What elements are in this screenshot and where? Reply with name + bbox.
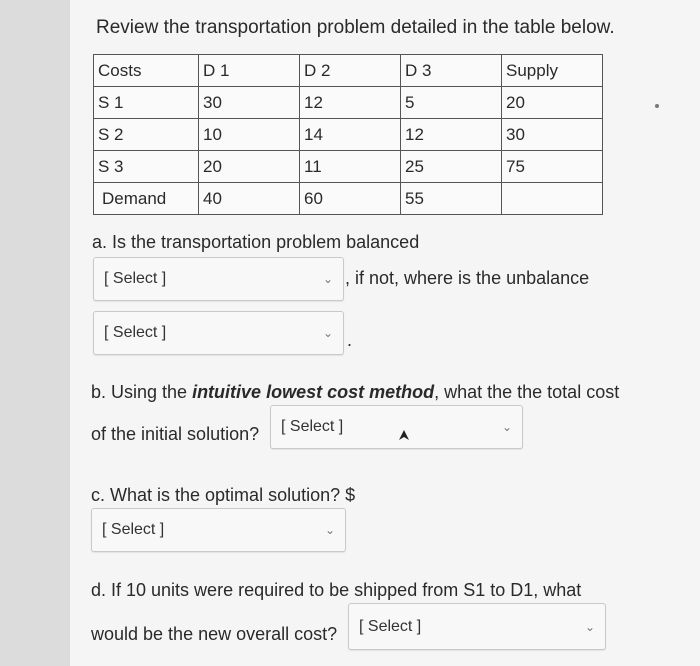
table-cell: 20 [199,151,300,183]
table-cell: S 2 [94,119,199,151]
question-a-text: a. Is the transportation problem balanced [92,232,420,252]
chevron-down-icon: ⌄ [584,619,595,634]
table-cell: D 1 [199,55,300,87]
table-cell: 12 [300,87,401,119]
question-b-suffix: , what the the total cost [434,382,620,402]
question-b-prefix: b. Using the [91,382,193,402]
table-cell: 30 [199,87,300,119]
intro-text: Review the transportation problem detailed in the table below. [96,17,615,38]
question-a-select-1[interactable] [93,257,344,301]
table-cell: 55 [401,183,502,215]
table-cell: 40 [199,183,300,215]
chevron-down-icon: ⌄ [501,420,512,434]
stray-dot [655,104,659,108]
question-a-select-2[interactable] [93,311,344,355]
table-cell: Costs [94,55,199,87]
select-label: [ Select ] [102,521,165,538]
chevron-down-icon: ⌄ [322,326,333,340]
table-cell: 5 [401,87,502,119]
select-label: [ Select ] [104,324,167,341]
table-cell: Supply [502,55,603,87]
table-cell: 25 [401,151,502,183]
table-cell: 30 [502,119,603,151]
pointer-cursor-icon [397,428,411,442]
table-row [94,151,603,183]
table-row [94,183,603,215]
question-b-emphasis: intuitive lowest cost method [192,382,435,402]
table-row [94,119,603,151]
table-cell: 60 [300,183,401,215]
table-cell: S 3 [94,151,199,183]
question-d-line2: would be the new overall cost? [91,624,338,644]
table-row [94,55,603,87]
question-b-line1 [91,382,619,403]
question-c-select[interactable] [91,508,346,552]
table-cell: 20 [502,87,603,119]
table-cell [502,183,603,215]
question-d-line1: d. If 10 units were required to be shipped from S1 to D1, what [91,580,582,600]
select-label: [ Select ] [281,418,344,435]
table-cell: 14 [300,119,401,151]
table-cell: 10 [199,119,300,151]
chevron-down-icon: ⌄ [322,272,333,286]
table-cell: D 3 [401,55,502,87]
question-d-select[interactable] [348,603,606,650]
question-c-text: c. What is the optimal solution? $ [91,485,356,505]
table-cell: 11 [300,151,401,183]
table-cell: D 2 [300,55,401,87]
table-cell: Demand [94,183,199,215]
select-label: [ Select ] [104,270,167,287]
table-cell: 12 [401,119,502,151]
question-a-followup-text: , if not, where is the unbalance [345,268,590,288]
question-b-line2: of the initial solution? [91,424,260,444]
chevron-down-icon: ⌄ [324,523,335,537]
transportation-table [93,54,603,215]
select-label: [ Select ] [359,617,422,635]
table-cell: 75 [502,151,603,183]
table-row [94,87,603,119]
table-cell: S 1 [94,87,199,119]
question-a-period: . [347,330,353,350]
question-b-select[interactable] [270,405,523,449]
